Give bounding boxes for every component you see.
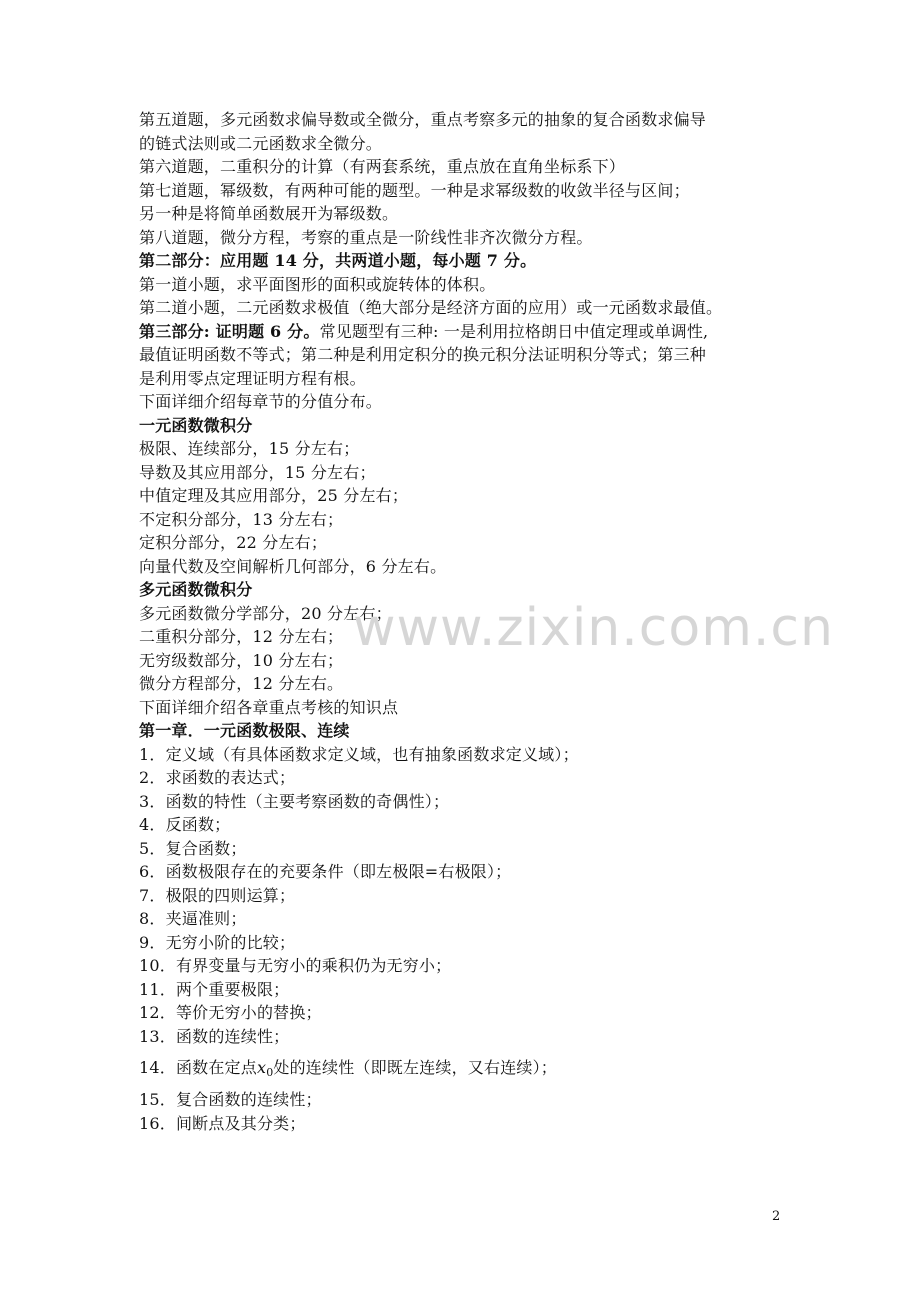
text-line: 不定积分部分，13 分左右； bbox=[139, 509, 344, 529]
subsection-heading: 一元函数微积分 bbox=[139, 415, 253, 435]
text-line: 第六道题，二重积分的计算（有两套系统，重点放在直角坐标系下） bbox=[139, 157, 626, 176]
page-number: 2 bbox=[772, 1209, 781, 1224]
list-item: 9．无穷小阶的比较； bbox=[139, 932, 296, 952]
text-line: 向量代数及空间解析几何部分，6 分左右。 bbox=[139, 556, 447, 576]
list-item: 4．反函数； bbox=[139, 815, 231, 834]
list-item: 16．间断点及其分类； bbox=[139, 1113, 306, 1133]
section-heading: 第二部分：应用题 14 分，共两道小题，每小题 7 分。 bbox=[139, 251, 537, 270]
list-item: 5．复合函数； bbox=[139, 838, 247, 858]
text-line: 第一道小题，求平面图形的面积或旋转体的体积。 bbox=[139, 274, 496, 294]
list-item: 15．复合函数的连续性； bbox=[139, 1090, 322, 1109]
text-span: 处的连续性（即既左连续，又右连续）； bbox=[273, 1058, 558, 1077]
text-line: 导数及其应用部分，15 分左右； bbox=[139, 462, 376, 482]
text-span: 14．函数在定点 bbox=[139, 1058, 257, 1077]
math-subscript: 0 bbox=[266, 1066, 274, 1079]
text-line: 是利用零点定理证明方程有根。 bbox=[139, 368, 366, 388]
math-variable: x bbox=[256, 1058, 267, 1077]
text-line: 最值证明函数不等式；第二种是利用定积分的换元积分法证明积分等式；第三种 bbox=[139, 345, 707, 364]
text-line: 多元函数微分学部分，20 分左右； bbox=[139, 603, 392, 623]
list-item: 10．有界变量与无穷小的乘积仍为无穷小； bbox=[139, 956, 452, 975]
text-line: 无穷级数部分，10 分左右； bbox=[139, 650, 344, 670]
list-item: 6．函数极限存在的充要条件（即左极限=右极限）； bbox=[139, 862, 512, 881]
text-line: 另一种是将简单函数展开为幂级数。 bbox=[139, 204, 399, 223]
subsection-heading: 多元函数微积分 bbox=[139, 580, 253, 599]
text-line: 下面详细介绍每章节的分值分布。 bbox=[139, 392, 383, 411]
text-line: 极限、连续部分，15 分左右； bbox=[139, 439, 360, 458]
text-line: 的链式法则或二元函数求全微分。 bbox=[139, 133, 383, 153]
text-line: 微分方程部分，12 分左右。 bbox=[139, 674, 344, 693]
list-item: 1．定义域（有具体函数求定义域，也有抽象函数求定义域）； bbox=[139, 744, 579, 764]
text-span: 常见题型有三种: 一是利用拉格朗日中值定理或单调性, bbox=[319, 321, 709, 341]
watermark: www.zixin.com.cn bbox=[353, 598, 834, 658]
list-item: 8．夹逼准则； bbox=[139, 909, 247, 928]
section-heading-inline: 第三部分: 证明题 6 分。 bbox=[139, 321, 320, 341]
text-line: 第五道题，多元函数求偏导数或全微分，重点考察多元的抽象的复合函数求偏导 bbox=[139, 110, 707, 129]
text-line: 二重积分部分，12 分左右； bbox=[139, 627, 344, 646]
list-item: 7．极限的四则运算； bbox=[139, 885, 296, 905]
text-line: 定积分部分，22 分左右； bbox=[139, 533, 328, 552]
text-line: 下面详细介绍各章重点考核的知识点 bbox=[139, 697, 399, 717]
list-item: 11．两个重要极限； bbox=[139, 979, 290, 999]
text-line: 中值定理及其应用部分，25 分左右； bbox=[139, 486, 409, 505]
text-line: 第八道题，微分方程，考察的重点是一阶线性非齐次微分方程。 bbox=[139, 227, 593, 247]
chapter-heading: 第一章．一元函数极限、连续 bbox=[139, 721, 350, 740]
list-item: 13．函数的连续性； bbox=[139, 1026, 290, 1046]
text-line: 第二道小题，二元函数求极值（绝大部分是经济方面的应用）或一元函数求最值。 bbox=[139, 298, 723, 317]
list-item bbox=[139, 1054, 789, 1082]
text-line bbox=[139, 320, 789, 344]
list-item: 2．求函数的表达式； bbox=[139, 768, 296, 787]
list-item: 3．函数的特性（主要考察函数的奇偶性）； bbox=[139, 791, 450, 811]
list-item: 12．等价无穷小的替换； bbox=[139, 1003, 322, 1022]
text-line: 第七道题，幂级数，有两种可能的题型。一种是求幂级数的收敛半径与区间； bbox=[139, 180, 690, 200]
